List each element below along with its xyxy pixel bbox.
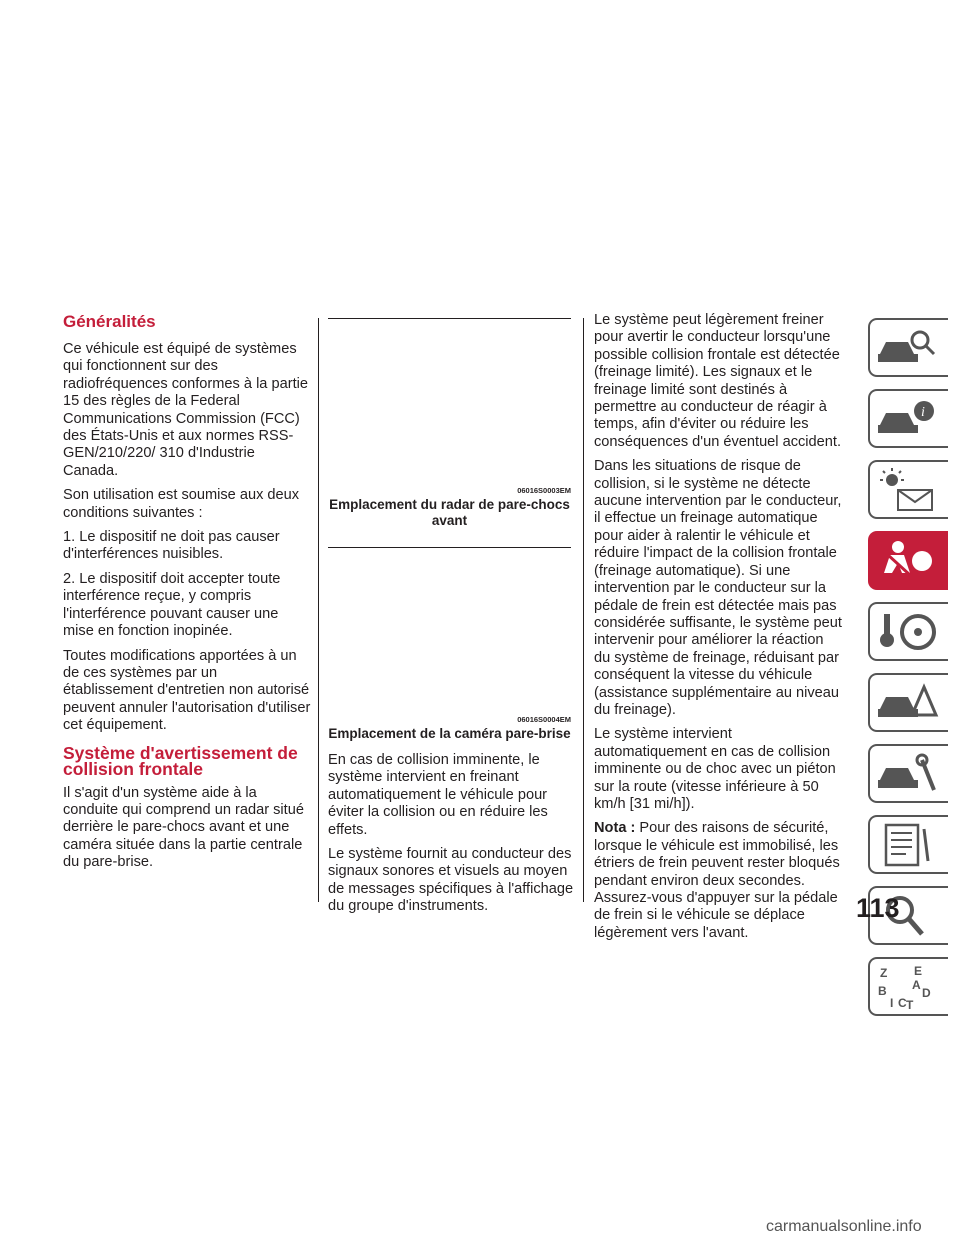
svg-text:B: B (878, 984, 887, 998)
figure-camera (328, 547, 571, 742)
svg-text:I: I (890, 996, 894, 1010)
paragraph: Dans les situations de risque de collision, si le système ne détecte aucune intervention par le conducteur, il effectue un freinage automatique pour aider à ralentir le véhicule et réduire l'impact de la collision frontale (freinage automatique). Si une intervention par le conducteur sur la pédale de frein est détectée mais pas considérée suffisante, le système peut intervenir pour améliorer la réaction du système de freinage, réduisant par conséquent la vitesse du véhicule (assistance supplémentaire au niveau du freinage). (594, 458, 842, 718)
warning-lights-icon (876, 466, 940, 514)
paragraph: Le système peut légèrement freiner pour avertir le conducteur lorsqu'une possible collision frontale est détectée (freinage limité). Les signaux et le freinage limité sont destinés à permettre au conducteur de réagir à temps, afin d'éviter ou réduire les conséquences d'un éventuel accident. (594, 312, 842, 450)
svg-text:T: T (906, 998, 914, 1011)
column-2 (328, 318, 574, 923)
paragraph: En cas de collision imminente, le système intervient en freinant automatiquement le véhicule pour éviter la collision ou en réduire les effets. (328, 752, 548, 838)
paragraph: Le système intervient automatiquement en cas de collision imminente ou de choc avec un piéton sur la route (vitesse inférieure à 50 km/h [31 mi/h]). (594, 726, 836, 812)
tab-car-info[interactable] (868, 389, 948, 448)
figure-code: 06016S0004EM (517, 715, 571, 724)
paragraph: Son utilisation est soumise aux deux conditions suivantes : (63, 487, 300, 521)
figure-image-area (328, 319, 571, 481)
figure-caption: Emplacement du radar de pare-chocs avant (329, 497, 570, 528)
figure-radar (328, 318, 571, 529)
tab-safety[interactable] (868, 531, 948, 590)
svg-text:C: C (898, 996, 907, 1010)
svg-text:E: E (914, 964, 923, 978)
figure-image-area (328, 548, 571, 710)
figure-caption: Emplacement de la caméra pare-brise (328, 726, 571, 741)
page-number: 113 (856, 893, 900, 923)
svg-text:i: i (921, 405, 925, 420)
paragraph: Toutes modifications apportées à un de ces systèmes par un établissement d'entretien non autorisé peuvent annuler l'autorisation d'utiliser cet équipement. (63, 647, 311, 734)
paragraph: 2. Le dispositif doit accepter toute interférence reçue, y compris l'interférence pouvant causer une mise en fonction inopinée. (63, 570, 281, 640)
tab-specifications[interactable] (868, 815, 948, 874)
watermark: carmanualsonline.info (766, 1218, 922, 1235)
tab-car-search[interactable] (868, 318, 948, 377)
car-service-icon (876, 750, 940, 798)
key-steering-icon (876, 608, 940, 656)
nota-text: Pour des raisons de sécurité, lorsque le véhicule est immobilisé, les étriers de frein peuvent rester bloqués pendant environ deux secondes. Assurez-vous d'appuyer sur la pédale de frein si le véhicule se déplace légèrement vers l'avant. (594, 820, 840, 941)
svg-text:D: D (922, 986, 931, 1000)
paragraph: 1. Le dispositif ne doit pas causer d'interférences nuisibles. (63, 529, 280, 563)
tab-service[interactable] (868, 744, 948, 803)
tab-breakdown[interactable] (868, 673, 948, 732)
column-1 (63, 312, 311, 879)
nota-paragraph (594, 820, 842, 942)
car-info-icon (876, 395, 940, 443)
tab-key-steering[interactable] (868, 602, 948, 661)
paragraph: Il s'agit d'un système aide à la conduite qui comprend un radar situé derrière le pare-chocs avant et une caméra située dans la partie centrale du pare-brise. (63, 784, 304, 871)
svg-text:Z: Z (880, 966, 888, 980)
tab-index[interactable] (868, 957, 948, 1016)
airbag-seatbelt-icon (876, 537, 940, 585)
car-breakdown-icon (876, 679, 940, 727)
column-divider (583, 318, 584, 902)
index-icon (876, 963, 940, 1011)
paragraph: Le système fournit au conducteur des signaux sonores et visuels au moyen de messages spécifiques à l'affichage du groupe d'instruments. (328, 846, 574, 915)
nota-label: Nota : (594, 820, 636, 837)
figure-code: 06016S0003EM (517, 486, 571, 495)
specifications-icon (876, 821, 940, 869)
section-heading-collision: Système d'avertissement de collision frontale (63, 742, 298, 779)
section-heading-generalites: Généralités (63, 312, 156, 331)
svg-text:A: A (912, 978, 921, 992)
car-search-icon (876, 324, 940, 372)
tab-warning-lights[interactable] (868, 460, 948, 519)
paragraph: Ce véhicule est équipé de systèmes qui fonctionnent sur des radiofréquences conformes à la partie 15 des règles de la Federal Communications Commission (FCC) des États-Unis et aux normes RSS-GEN/210/220/ 310 d'Industrie Canada. (63, 341, 308, 479)
column-3 (594, 312, 842, 949)
column-divider (318, 318, 319, 902)
